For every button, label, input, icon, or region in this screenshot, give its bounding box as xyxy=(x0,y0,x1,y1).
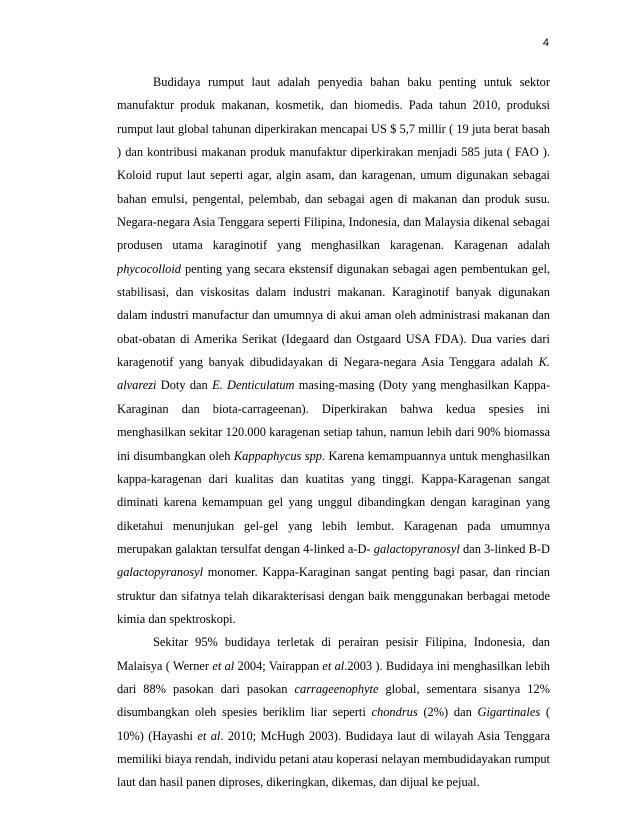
italic-term: et al xyxy=(197,728,221,743)
text-run: masing-masing (Doty yang menghasilkan Kappa-Karaginan dan biota-carrageenan). Diperkirakan bahwa kedua spesies ini menghasilkan sekitar 120.000 karagenan setiap tahun, namun lebih dari 90% biomassa ini disumbangkan oleh xyxy=(117,378,550,463)
text-run: Doty dan xyxy=(156,378,213,393)
text-run: monomer. Kappa-Karaginan sangat penting bagi pasar, dan rincian struktur dan sifatnya telah dikarakterisasi dengan baik menggunakan berbagai metode kimia dan spektroskopi. xyxy=(117,565,550,626)
italic-term: chondrus xyxy=(371,705,418,720)
text-run: Sekitar 95% budidaya terletak di perairan pesisir Filipina, Indonesia, dan Malaisya ( Werner xyxy=(117,635,550,673)
page-number: 4 xyxy=(542,37,549,49)
italic-term: carrageenophyte xyxy=(294,681,379,696)
italic-term: Gigartinales xyxy=(477,705,541,720)
italic-term: E. Denticulatum xyxy=(212,378,295,393)
italic-term: Kappaphycus spp xyxy=(233,448,322,463)
text-run: dan 3-linked B-D xyxy=(459,541,550,556)
italic-term: galactopyranosyl xyxy=(117,565,204,580)
text-run: 2004; Vairappan xyxy=(234,658,323,673)
italic-term: et al xyxy=(322,658,345,673)
text-run: . 2010; McHugh 2003). Budidaya laut di wilayah Asia Tenggara memiliki biaya rendah, individu petani atau koperasi nelayan membudidayakan rumput laut dan hasil panen diproses, dikeringkan, dikemas, dan dijual ke pejual. xyxy=(117,728,550,790)
text-run: .2003 ). Budidaya ini menghasilkan lebih dari 88% pasokan dari pasokan xyxy=(117,658,550,696)
italic-term: phycocolloid xyxy=(117,261,181,276)
paragraph-1 xyxy=(117,71,550,631)
text-run: ( 10%) (Hayashi xyxy=(117,705,551,743)
text-run: global, sementara sisanya 12% disumbangkan oleh spesies beriklim liar seperti xyxy=(117,681,550,720)
text-run: . Karena kemampuannya untuk menghasilkan kappa-karagenan dari kualitas dan kuatitas yang tinggi. Kappa-Karagenan sangat diminati karena kemampuan gel yang unggul dibandingkan dengan karaginan yang diketahui menunjukan gel-gel yang lebih lembut. Karagenan pada umumnya merupakan galaktan tersulfat dengan 4-linked a-D- xyxy=(117,448,550,556)
italic-term: et al xyxy=(212,658,235,673)
text-run: (2%) dan xyxy=(417,705,478,720)
paragraph-2 xyxy=(117,631,550,794)
italic-term: galactopyranosyl xyxy=(373,541,460,556)
italic-term: K. alvarezi xyxy=(117,355,550,393)
text-run: penting yang secara ekstensif digunakan sebagai agen pembentukan gel, stabilisasi, dan viskositas dalam industri makanan. Karaginotif banyak digunakan dalam industri manufactur dan umumnya di akui aman oleh administrasi makanan dan obat-obatan di Amerika Serikat (Idegaard dan Ostgaard USA FDA). Dua varies dari karagenotif yang banyak dibudidayakan di Negara-negara Asia Tenggara adalah xyxy=(117,261,550,370)
text-run: Budidaya rumput laut adalah penyedia bahan baku penting untuk sektor manufaktur produk makanan, kosmetik, dan biomedis. Pada tahun 2010, produksi rumput laut global tahunan diperkirakan mencapai US $ 5,7 millir ( 19 juta berat basah ) dan kontribusi makanan produk manufaktur diperkirakan menjadi 585 juta ( FAO ). Koloid ruput laut seperti agar, algin asam, dan karagenan, umum digunakan sebagai bahan emulsi, pengental, pelembab, dan sebagai agen di makanan dan produk susu. Negara-negara Asia Tenggara seperti Filipina, Indonesia, dan Malaysia dikenal sebagai produsen utama karaginotif yang menghasilkan karagenan. Karagenan adalah xyxy=(117,75,550,253)
body-text xyxy=(117,71,550,795)
